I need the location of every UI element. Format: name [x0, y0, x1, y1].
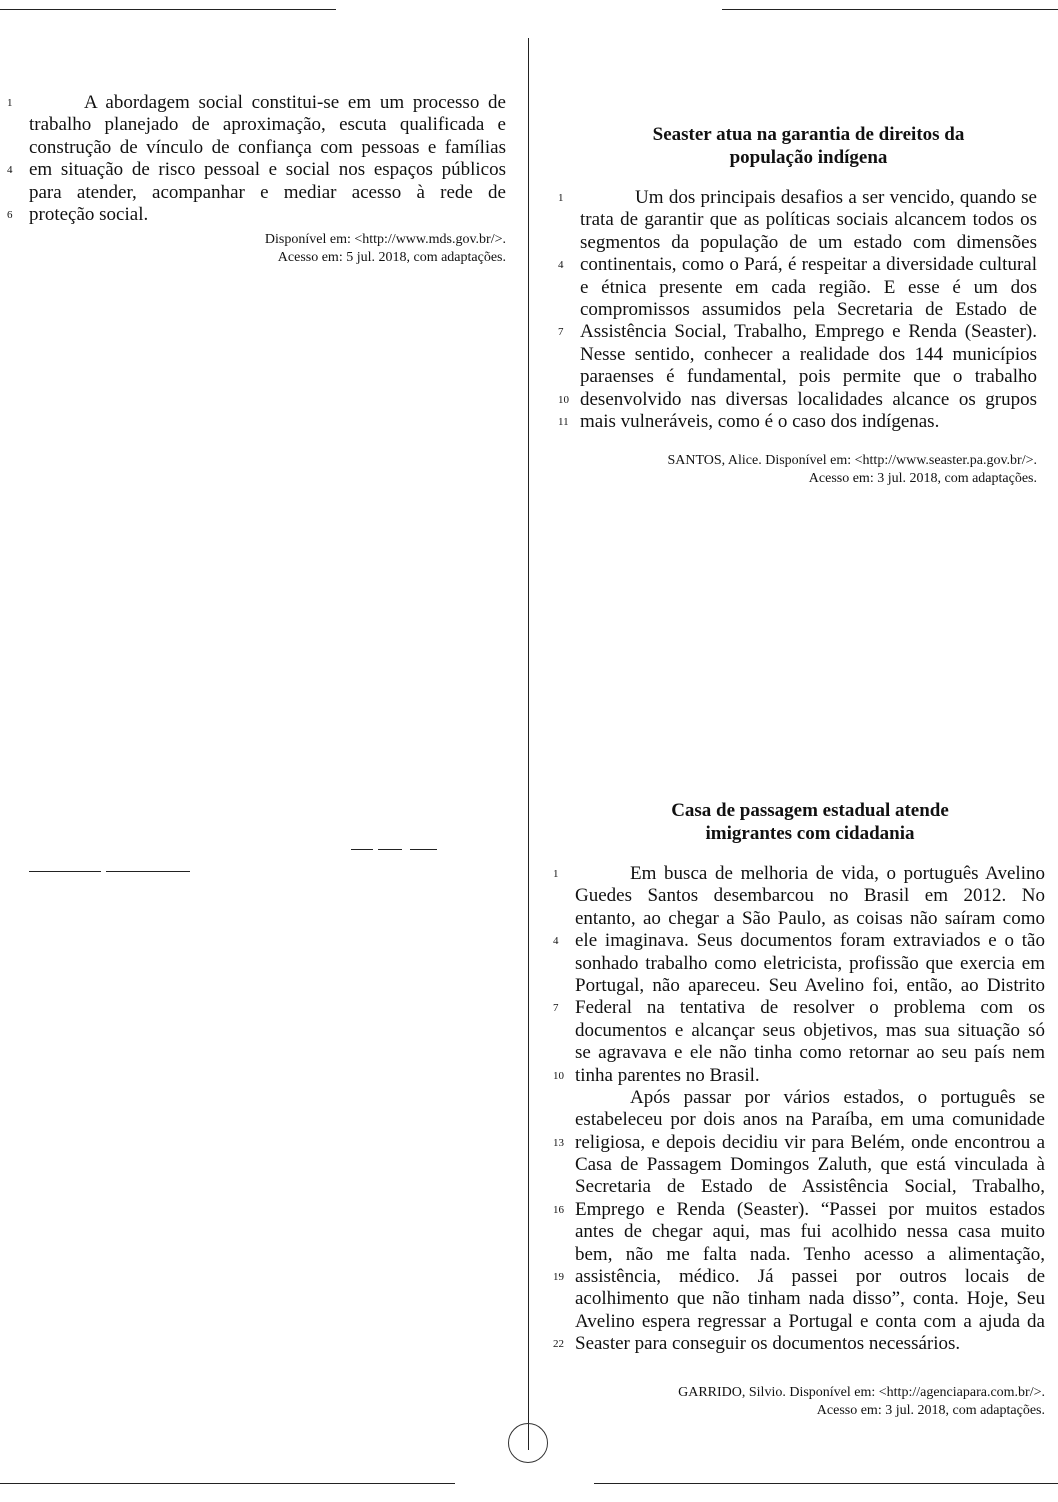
line-number: 4 [558, 259, 564, 272]
line-number: 6 [7, 208, 13, 221]
text3-source: GARRIDO, Silvio. Disponível em: <http://agenciapara.com.br/>. Acesso em: 3 jul. 2018, com adaptações. [678, 1385, 1045, 1418]
line-number: 19 [553, 1271, 564, 1284]
text-line: 7 Assistência Social, Trabalho, Emprego e Renda (Seaster). [558, 321, 1037, 343]
answer-blank-3 [410, 849, 437, 850]
text-line: sonhado trabalho como eletricista, profissão que exercia em [575, 952, 1045, 974]
answer-blank-2 [378, 849, 402, 850]
text-line: e étnica presente em cada região. E esse é um dos [580, 276, 1037, 298]
text-line: Secretaria de Estado de Assistência Social, Trabalho, [575, 1176, 1045, 1198]
text1-paragraph [7, 92, 506, 226]
text1-source: Disponível em: <http://www.mds.gov.br/>. Acesso em: 5 jul. 2018, com adaptações. [264, 232, 506, 265]
line-number: 7 [558, 326, 564, 339]
text-line: 19 assistência, médico. Já passei por outros locais de [553, 1266, 1045, 1288]
text-line: Após passar por vários estados, o português se [630, 1086, 1045, 1108]
text-line: 7 Federal na tentativa de resolver o problema com os [553, 997, 1045, 1019]
text-line: Casa de Passagem Domingos Zaluth, que está vinculada à [575, 1154, 1045, 1176]
text2-source: SANTOS, Alice. Disponível em: <http://www.seaster.pa.gov.br/>. Acesso em: 3 jul. 2018, com adaptações. [667, 453, 1037, 486]
line-number: 11 [558, 415, 569, 428]
text-line: 1 A abordagem social constitui-se em um processo de [7, 92, 506, 113]
text-line: 4 em situação de risco pessoal e social nos espaços públicos [7, 159, 506, 181]
line-number: 22 [553, 1338, 564, 1351]
text-line: compromissos assumidos pela Secretaria de Estado de [580, 298, 1037, 320]
text-line: 13 religiosa, e depois decidiu vir para Belém, onde encontrou a [553, 1131, 1045, 1153]
text-line: 10 tinha parentes no Brasil. [553, 1064, 760, 1086]
bottom-left-rule [0, 1483, 455, 1484]
text-line: trata de garantir que as políticas sociais alcancem todos os [580, 209, 1037, 231]
answer-blank-1 [351, 849, 373, 850]
text-line: Guedes Santos desembarcou no Brasil em 2012. No [575, 885, 1045, 907]
text-line: documentos e alcançar seus objetivos, mas sua situação só [575, 1019, 1045, 1041]
text-line: 1 Um dos principais desafios a ser vencido, quando se [558, 187, 1037, 208]
answer-blank-4 [29, 871, 101, 872]
top-right-rule [722, 9, 1058, 10]
text-line: 1 Em busca de melhoria de vida, o português Avelino [553, 863, 1045, 884]
text-line: 11 mais vulneráveis, como é o caso dos indígenas. [558, 410, 940, 432]
text-line: bem, não me falta nada. Tenho acesso a alimentação, [575, 1243, 1045, 1265]
text-line: acolhimento que não tinham nada disso”, conta. Hoje, Seu [575, 1288, 1045, 1310]
text3-title: Casa de passagem estadual atende imigrantes com cidadania [671, 800, 949, 844]
text-line: 4 ele imaginava. Seus documentos foram extraviados e o tão [553, 930, 1045, 952]
text-line: construção de vínculo de confiança com pessoas e famílias [29, 136, 506, 158]
line-number: 10 [553, 1069, 564, 1082]
text-line: se agravava e ele não tinha como retornar ao seu país nem [575, 1042, 1045, 1064]
text-line: paraenses é fundamental, pois permite que o trabalho [580, 366, 1037, 388]
text-line: 16 Emprego e Renda (Seaster). “Passei por muitos estados [553, 1198, 1045, 1220]
line-number: 16 [553, 1203, 564, 1216]
line-number: 1 [553, 868, 559, 880]
text3-paragraph [553, 863, 1045, 1356]
text2-paragraph [558, 187, 1037, 433]
text-line: Portugal, não apareceu. Seu Avelino foi, então, ao Distrito [575, 974, 1045, 996]
line-number: 4 [7, 164, 13, 177]
bottom-right-rule [594, 1483, 1058, 1484]
text-line: entanto, ao chegar a São Paulo, as coisas não saíram como [575, 907, 1045, 929]
text-line: Nesse sentido, conhecer a realidade dos 144 municípios [580, 343, 1037, 365]
line-number: 10 [558, 393, 569, 406]
page-number-circle [508, 1423, 548, 1463]
line-number: 7 [553, 1002, 559, 1015]
text-line: estabeleceu por dois anos na Paraíba, em uma comunidade [575, 1109, 1045, 1131]
text-line: antes de chegar aqui, mas fui acolhido nessa casa muito [575, 1221, 1045, 1243]
top-left-rule [0, 9, 336, 10]
line-number: 4 [553, 935, 559, 948]
answer-blank-5 [106, 871, 190, 872]
text2-title: Seaster atua na garantia de direitos da população indígena [652, 124, 965, 168]
text-line: 22 Seaster para conseguir os documentos necessários. [553, 1333, 961, 1355]
line-number: 1 [558, 192, 564, 204]
text-line: para atender, acompanhar e mediar acesso à rede de [29, 181, 506, 203]
column-divider [528, 38, 529, 1450]
line-number: 13 [553, 1136, 564, 1149]
text-line: trabalho planejado de aproximação, escuta qualificada e [29, 114, 506, 136]
text-line: 10 desenvolvido nas diversas localidades alcance os grupos [558, 388, 1037, 410]
text-line: 4 continentais, como o Pará, é respeitar a diversidade cultural [558, 254, 1037, 276]
text-line: segmentos da população de um estado com dimensões [580, 231, 1037, 253]
text-line: Avelino espera regressar a Portugal e conta com a ajuda da [575, 1310, 1045, 1332]
text-line: 6 proteção social. [7, 203, 149, 225]
line-number: 1 [7, 97, 13, 109]
